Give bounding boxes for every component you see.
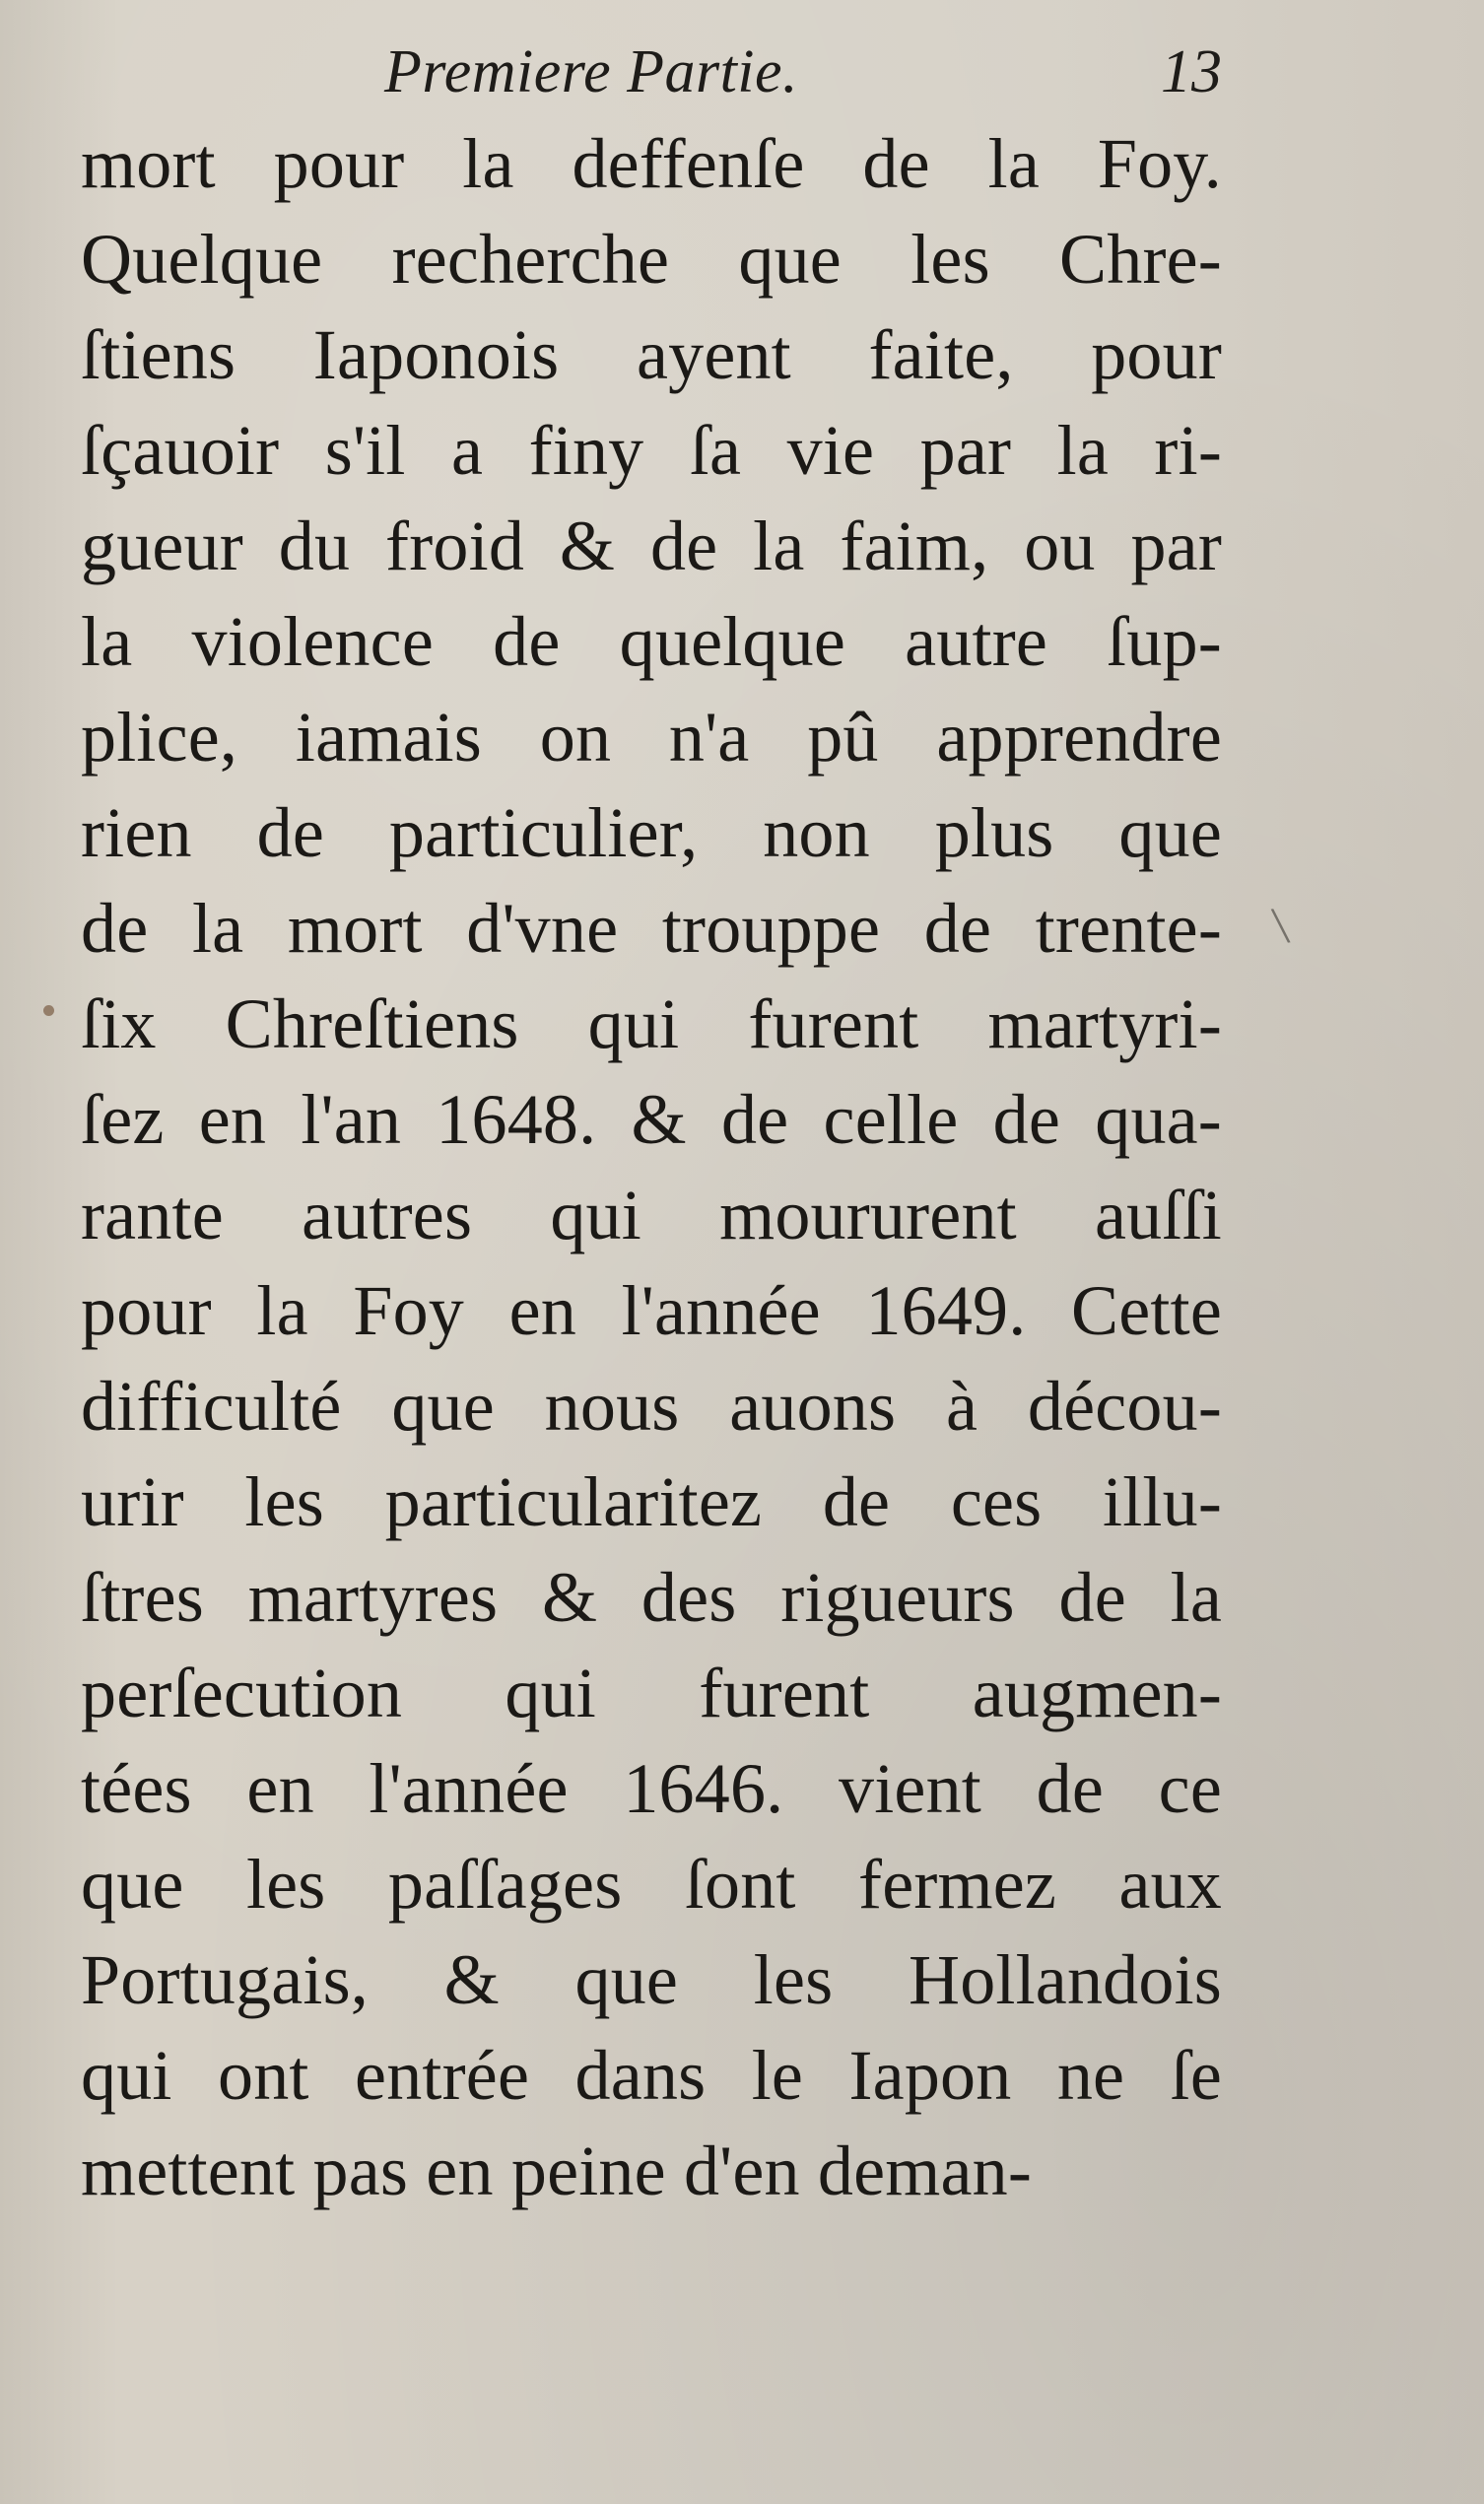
text-line-8: rien de particulier, non plus que <box>81 793 1222 872</box>
text-line-9: de la mort d'vne trouppe de trente- <box>81 889 1222 968</box>
text-line-13: pour la Foy en l'année 1649. Cette <box>81 1271 1222 1350</box>
text-line-11: ſez en l'an 1648. & de celle de qua- <box>81 1080 1222 1159</box>
text-line-5: gueur du froid & de la faim, ou par <box>81 507 1222 585</box>
ink-spot <box>43 1005 54 1016</box>
text-line-2: Quelque recherche que les Chre- <box>81 220 1222 299</box>
text-line-18: tées en l'année 1646. vient de ce <box>81 1749 1222 1828</box>
text-line-22: mettent pas en peine d'en deman- <box>81 2132 1033 2210</box>
running-head-title: Premiere Partie. <box>384 38 799 105</box>
text-line-15: urir les particularitez de ces illu- <box>81 1462 1222 1541</box>
text-line-3: ſtiens Iaponois ayent faite, pour <box>81 315 1222 394</box>
text-line-4: ſçauoir s'il a finy ſa vie par la ri- <box>81 411 1222 490</box>
body-text <box>81 116 1222 2219</box>
text-line-14: difficulté que nous auons à décou- <box>81 1367 1222 1446</box>
margin-mark-right: \ <box>1268 895 1293 956</box>
text-line-16: ſtres martyres & des rigueurs de la <box>81 1558 1222 1637</box>
page-number: 13 <box>1161 38 1222 105</box>
text-line-19: que les paſſages ſont fermez aux <box>81 1845 1222 1924</box>
text-line-20: Portugais, & que les Hollandois <box>81 1940 1222 2019</box>
text-line-10: ſix Chreſtiens qui furent martyri- <box>81 984 1222 1063</box>
text-line-1: mort pour la deffenſe de la Foy. <box>81 124 1222 203</box>
text-line-21: qui ont entrée dans le Iapon ne ſe <box>81 2036 1222 2115</box>
text-line-7: plice, iamais on n'a pû apprendre <box>81 698 1222 777</box>
text-line-17: perſecution qui furent augmen- <box>81 1654 1222 1732</box>
running-head <box>384 28 1232 116</box>
text-line-12: rante autres qui moururent auſſi <box>81 1176 1222 1254</box>
text-line-6: la violence de quelque autre ſup- <box>81 602 1222 681</box>
